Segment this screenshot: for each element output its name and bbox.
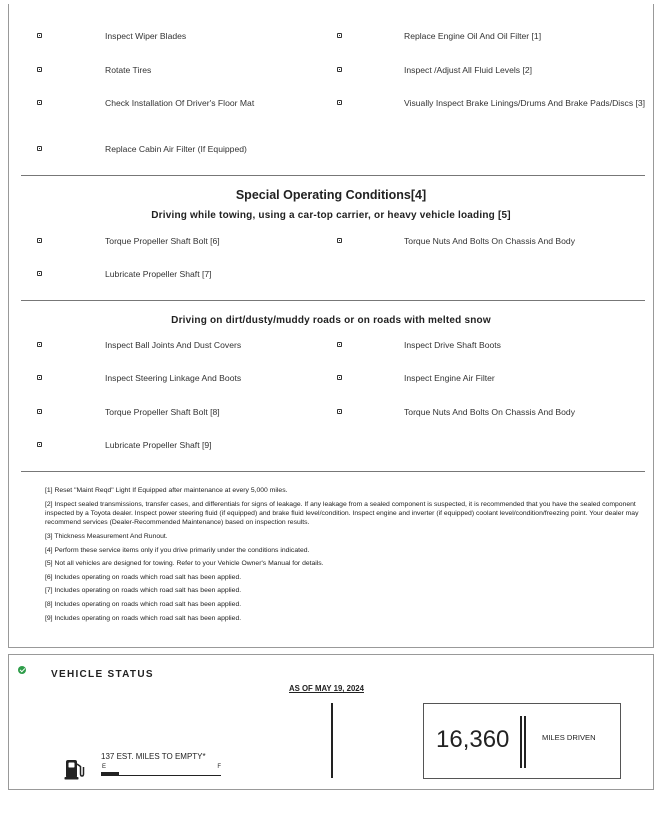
maintenance-item: Inspect Drive Shaft Boots bbox=[404, 339, 649, 351]
bullet-icon bbox=[337, 238, 342, 243]
maintenance-item: Inspect /Adjust All Fluid Levels [2] bbox=[404, 64, 649, 76]
check-circle-icon bbox=[18, 666, 26, 674]
special-conditions-title: Special Operating Conditions[4] bbox=[235, 188, 427, 202]
maintenance-item: Torque Propeller Shaft Bolt [8] bbox=[105, 406, 325, 418]
bullet-icon bbox=[37, 442, 42, 447]
bullet-icon bbox=[337, 33, 342, 38]
vehicle-status-title: VEHICLE STATUS bbox=[51, 669, 154, 680]
bullet-icon bbox=[337, 100, 342, 105]
footnotes bbox=[45, 486, 645, 627]
odometer-divider bbox=[520, 716, 522, 768]
bullet-icon bbox=[337, 342, 342, 347]
bullet-icon bbox=[37, 33, 42, 38]
bullet-icon bbox=[37, 271, 42, 276]
footnote: [2] Inspect sealed transmissions, transfer cases, and differentials for signs of leakage. If any leakage from a sealed component is suspected, it is recommended that you have the sealed component inspected by a Toyota dealer. Inspect power steering fluid (if equipped) and brake fluid level/condition. Inspect engine and inverter (if equipped) coolant level/condition/freezing point. Your dealer may recommend services (Dealer-Recommended Maintenance) based on inspection results. bbox=[45, 500, 639, 527]
vehicle-status-panel bbox=[8, 654, 654, 790]
odometer-value: 16,360 bbox=[436, 726, 510, 753]
bullet-icon bbox=[337, 67, 342, 72]
section-divider bbox=[21, 175, 645, 176]
section-divider bbox=[21, 471, 645, 472]
status-divider bbox=[331, 703, 333, 778]
maintenance-item: Torque Nuts And Bolts On Chassis And Body bbox=[404, 406, 649, 418]
footnote: [7] Includes operating on roads which road salt has been applied. bbox=[45, 587, 242, 595]
bullet-icon bbox=[37, 146, 42, 151]
fuel-empty-label: E bbox=[102, 764, 107, 770]
fuel-gauge-fill bbox=[101, 772, 119, 776]
maintenance-item: Inspect Ball Joints And Dust Covers bbox=[105, 339, 325, 351]
maintenance-item: Check Installation Of Driver's Floor Mat bbox=[105, 97, 325, 109]
miles-to-empty: 137 EST. MILES TO EMPTY* bbox=[101, 752, 206, 761]
bullet-icon bbox=[37, 409, 42, 414]
towing-heading: Driving while towing, using a car-top carrier, or heavy vehicle loading [5] bbox=[151, 210, 511, 221]
odometer-box bbox=[423, 703, 621, 779]
maintenance-item: Lubricate Propeller Shaft [7] bbox=[105, 268, 325, 280]
bullet-icon bbox=[37, 100, 42, 105]
odometer-label: MILES DRIVEN bbox=[542, 733, 596, 742]
dirt-roads-heading: Driving on dirt/dusty/muddy roads or on roads with melted snow bbox=[171, 315, 491, 326]
bullet-icon bbox=[337, 409, 342, 414]
maintenance-item: Replace Engine Oil And Oil Filter [1] bbox=[404, 30, 649, 42]
odometer-divider bbox=[524, 716, 526, 768]
maintenance-panel bbox=[8, 4, 654, 648]
footnote: [4] Perform these service items only if you drive primarily under the conditions indicated. bbox=[45, 546, 310, 554]
maintenance-item: Torque Propeller Shaft Bolt [6] bbox=[105, 235, 325, 247]
maintenance-item: Inspect Engine Air Filter bbox=[404, 372, 649, 384]
bullet-icon bbox=[37, 342, 42, 347]
maintenance-item: Torque Nuts And Bolts On Chassis And Body bbox=[404, 235, 649, 247]
footnote: [8] Includes operating on roads which road salt has been applied. bbox=[45, 600, 242, 608]
fuel-pump-icon bbox=[63, 758, 85, 780]
footnote: [9] Includes operating on roads which road salt has been applied. bbox=[45, 614, 242, 622]
bullet-icon bbox=[37, 67, 42, 72]
bullet-icon bbox=[37, 375, 42, 380]
fuel-gauge-track bbox=[101, 772, 221, 776]
maintenance-item: Replace Cabin Air Filter (If Equipped) bbox=[105, 143, 325, 155]
bullet-icon bbox=[37, 238, 42, 243]
footnote: [6] Includes operating on roads which road salt has been applied. bbox=[45, 573, 242, 581]
section-divider bbox=[21, 300, 645, 301]
bullet-icon bbox=[337, 375, 342, 380]
fuel-gauge bbox=[101, 764, 221, 778]
footnote: [1] Reset "Maint Reqd" Light If Equipped after maintenance at every 5,000 miles. bbox=[45, 487, 288, 494]
fuel-full-label: F bbox=[217, 764, 221, 770]
maintenance-item: Rotate Tires bbox=[105, 64, 325, 76]
as-of-date: AS OF MAY 19, 2024 bbox=[289, 684, 364, 693]
maintenance-item: Lubricate Propeller Shaft [9] bbox=[105, 439, 325, 451]
footnote: [5] Not all vehicles are designed for towing. Refer to your Vehicle Owner's Manual for details. bbox=[45, 560, 324, 568]
maintenance-item: Inspect Wiper Blades bbox=[105, 30, 325, 42]
maintenance-item: Visually Inspect Brake Linings/Drums And Brake Pads/Discs [3] bbox=[404, 97, 649, 109]
footnote: [3] Thickness Measurement And Runout. bbox=[45, 533, 168, 540]
maintenance-item: Inspect Steering Linkage And Boots bbox=[105, 372, 325, 384]
